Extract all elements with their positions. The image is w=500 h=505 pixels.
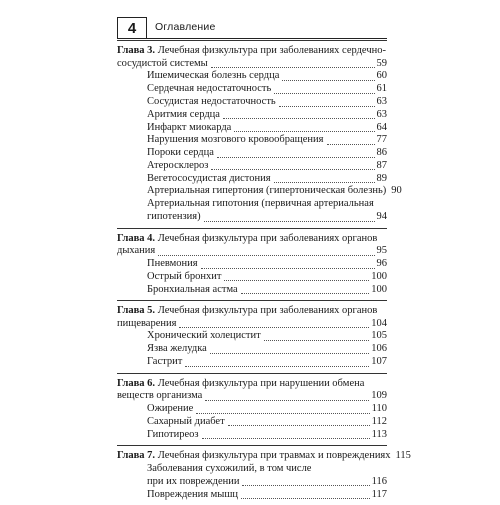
page-ref: 113	[371, 428, 387, 440]
chapter-title: Лечебная физкультура при травмах и повреждениях	[155, 450, 391, 462]
section-entry	[147, 96, 387, 109]
chapter-label: Глава 6.	[117, 377, 156, 389]
page-number: 4	[117, 17, 147, 39]
chapter-label: Глава 3.	[117, 45, 156, 56]
chapter-title-line	[117, 45, 387, 58]
section-text: Сердечная недостаточность	[147, 83, 272, 95]
section-text: Артериальная гипотония (первичная артериальная	[147, 198, 374, 210]
page-ref: 100	[371, 270, 387, 282]
entry-text	[147, 185, 386, 198]
entry-text	[147, 70, 279, 83]
section-entry	[147, 489, 387, 502]
entry-text	[147, 173, 271, 186]
page-ref: 106	[371, 343, 387, 355]
chapter-title: Лечебная физкультура при заболеваниях сердечно-	[157, 45, 386, 56]
page-ref: 90	[391, 185, 402, 197]
section-text: Пневмония	[147, 257, 198, 269]
entry-text	[147, 284, 238, 297]
dot-leader	[185, 365, 369, 367]
section-entry	[147, 476, 387, 489]
dot-leader	[282, 79, 374, 81]
entry-text	[117, 58, 208, 71]
chapter-title-line	[117, 245, 387, 258]
dot-leader	[205, 399, 369, 401]
section-entry	[147, 416, 387, 429]
dot-leader	[217, 156, 375, 158]
chapter-title: дыхания	[117, 245, 156, 257]
page-ref: 107	[371, 356, 387, 368]
dot-leader	[274, 181, 375, 183]
section-text: Пороки сердца	[147, 147, 214, 159]
page-ref: 63	[376, 108, 387, 120]
section-text: Гипотиреоз	[147, 428, 199, 440]
section-text: Инфаркт миокарда	[147, 121, 232, 133]
section-text: Острый бронхит	[147, 270, 222, 282]
page-ref: 77	[376, 134, 387, 146]
chapter-title: сосудистой системы	[117, 57, 208, 69]
section-list	[117, 258, 387, 296]
section-entry	[147, 70, 387, 83]
chapter-label: Глава 4.	[117, 232, 156, 244]
section-entry	[147, 429, 387, 442]
section-entry	[147, 134, 387, 147]
chapter-entry	[117, 374, 387, 446]
section-entry	[147, 284, 387, 297]
section-text: гипотензия)	[147, 210, 201, 222]
page-ref: 96	[376, 257, 387, 269]
dot-leader	[204, 220, 375, 222]
chapter-title-line	[117, 318, 387, 331]
entry-text	[147, 271, 221, 284]
dot-leader	[201, 267, 375, 269]
section-text: при их повреждении	[147, 475, 240, 487]
section-entry	[147, 271, 387, 284]
section-text: Нарушения мозгового кровообращения	[147, 134, 324, 146]
page-ref: 112	[371, 415, 387, 427]
page-ref: 104	[371, 317, 387, 329]
entry-text	[147, 330, 261, 343]
running-title: Оглавление	[155, 21, 216, 33]
entry-text	[147, 96, 276, 109]
section-text: Аритмия сердца	[147, 108, 220, 120]
page-ref: 94	[376, 210, 387, 222]
entry-text	[147, 83, 271, 96]
section-entry	[147, 211, 387, 224]
dot-leader	[158, 254, 374, 256]
dot-leader	[264, 339, 370, 341]
page-ref: 100	[371, 283, 387, 295]
entry-text	[117, 245, 155, 258]
section-entry	[147, 330, 387, 343]
page-ref: 89	[376, 172, 387, 184]
section-list	[117, 70, 402, 223]
chapter-title-line	[117, 233, 387, 246]
entry-text	[147, 356, 182, 369]
section-text: Сахарный диабет	[147, 415, 225, 427]
dot-leader	[274, 92, 374, 94]
entry-text	[147, 476, 239, 489]
chapter-entry	[117, 446, 411, 505]
dot-leader	[202, 437, 370, 439]
entry-text	[147, 258, 198, 271]
chapter-title-line	[117, 58, 387, 71]
entry-text	[147, 343, 207, 356]
section-text: Язва желудка	[147, 343, 207, 355]
entry-text	[117, 318, 176, 331]
entry-text	[147, 134, 324, 147]
chapter-title-line	[117, 450, 411, 463]
section-list	[117, 330, 387, 368]
page-ref: 115	[395, 450, 411, 462]
entry-text	[147, 403, 193, 416]
dot-leader	[234, 130, 374, 132]
entry-text	[147, 489, 238, 502]
section-entry	[147, 185, 402, 198]
page-ref: 60	[376, 70, 387, 82]
page-ref: 86	[376, 147, 387, 159]
section-text: Повреждения мышц	[147, 488, 239, 500]
chapter-title: Лечебная физкультура при заболеваниях органов	[157, 232, 378, 244]
entry-text	[117, 450, 391, 463]
entry-text	[147, 416, 225, 429]
dot-leader	[211, 66, 375, 68]
chapter-title: веществ организма	[117, 390, 203, 402]
section-entry	[147, 160, 387, 173]
page-ref: 63	[376, 95, 387, 107]
chapter-label: Глава 5.	[117, 305, 156, 317]
section-text: Сосудистая недостаточность	[147, 95, 276, 107]
section-entry	[147, 403, 387, 416]
header-rule	[147, 38, 387, 39]
page-ref: 95	[376, 245, 387, 257]
entry-text	[147, 211, 201, 224]
table-of-contents	[117, 40, 411, 505]
page-ref: 117	[371, 488, 387, 500]
section-text: Вегетососудистая дистония	[147, 172, 271, 184]
section-text: Заболевания сухожилий, в том числе	[147, 462, 312, 474]
chapter-title-line	[117, 305, 387, 318]
page-ref: 61	[376, 83, 387, 95]
section-text: Ишемическая болезнь сердца	[147, 70, 280, 82]
chapter-title-line	[117, 378, 387, 391]
chapter-title: Лечебная физкультура при нарушении обмена	[157, 377, 365, 389]
section-entry	[147, 147, 387, 160]
dot-leader	[224, 279, 369, 281]
entry-text	[117, 390, 202, 403]
dot-leader	[196, 412, 369, 414]
chapter-title: Лечебная физкультура при заболеваниях органов	[157, 305, 378, 317]
chapter-entry	[117, 229, 387, 301]
page-ref: 59	[376, 57, 387, 69]
section-entry	[147, 122, 387, 135]
dot-leader	[211, 168, 374, 170]
section-text: Хронический холецистит	[147, 330, 261, 342]
entry-text	[147, 160, 208, 173]
section-entry	[147, 83, 387, 96]
section-entry	[147, 258, 387, 271]
chapter-title-line	[117, 390, 387, 403]
section-text: Гастрит	[147, 356, 183, 368]
dot-leader	[223, 117, 375, 119]
page-ref: 116	[371, 475, 387, 487]
page-ref: 64	[376, 121, 387, 133]
page-ref: 109	[371, 390, 387, 402]
dot-leader	[242, 484, 369, 486]
dot-leader	[228, 424, 370, 426]
section-entry	[147, 356, 387, 369]
chapter-title: пищеварения	[117, 317, 177, 329]
section-text: Атеросклероз	[147, 159, 209, 171]
section-text: Артериальная гипертония (гипертоническая болезнь)	[147, 185, 387, 197]
dot-leader	[210, 352, 369, 354]
chapter-entry	[117, 41, 402, 228]
page-header	[117, 17, 387, 39]
dot-leader	[241, 497, 370, 499]
section-text: Ожирение	[147, 403, 194, 414]
chapter-label: Глава 7.	[117, 450, 156, 462]
dot-leader	[241, 292, 370, 294]
dot-leader	[327, 143, 375, 145]
section-text: Бронхиальная астма	[147, 283, 238, 295]
page-ref: 110	[371, 403, 387, 414]
entry-text	[147, 147, 214, 160]
entry-text	[147, 429, 199, 442]
section-list	[117, 463, 387, 501]
page-ref: 105	[371, 330, 387, 342]
chapter-entry	[117, 301, 387, 373]
entry-text	[147, 109, 220, 122]
dot-leader	[179, 326, 369, 328]
section-entry	[147, 343, 387, 356]
section-entry	[147, 173, 387, 186]
section-entry	[147, 109, 387, 122]
dot-leader	[279, 105, 375, 107]
page-ref: 87	[376, 159, 387, 171]
section-list	[117, 403, 387, 441]
entry-text	[147, 122, 231, 135]
